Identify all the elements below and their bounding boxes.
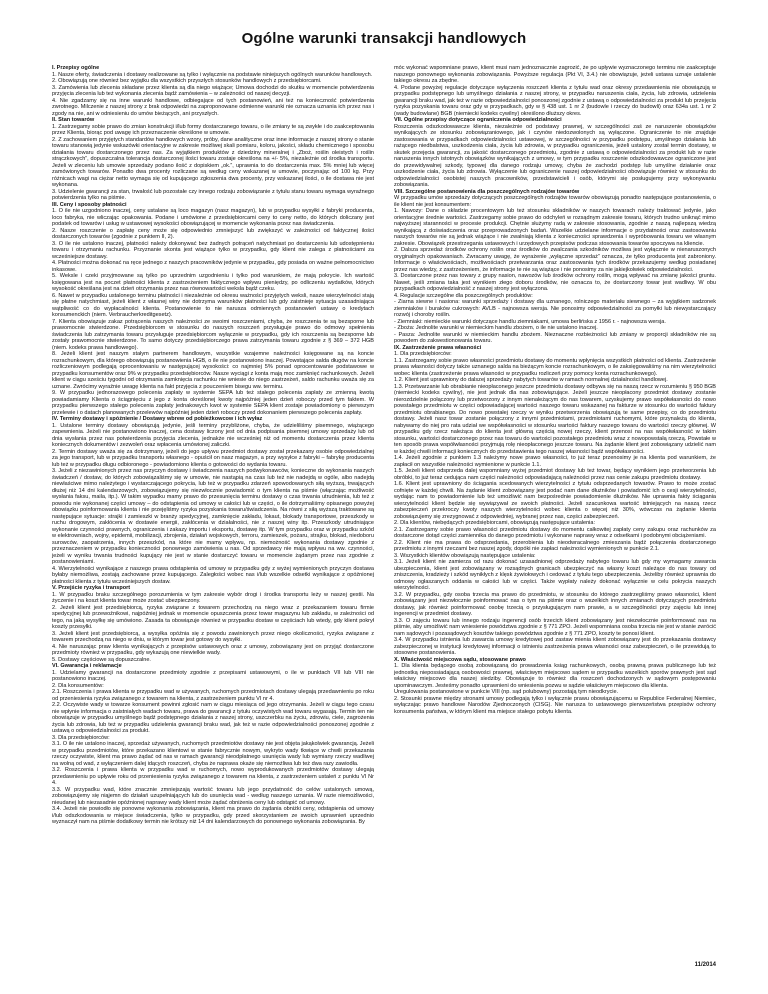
paragraph: 3. Dla przedsiębiorców: xyxy=(52,734,110,741)
section-heading: IV. Terminy dostawy i spóźnienie / Dostawy wbrew od pobieżkowcow i ich wyłaz xyxy=(52,416,263,422)
paragraph: 3. O ile nie ustalono inaczej, płatności należy dokonywać bez żadnych potrąceń natychmiast po dostarczeniu lub udostępnieniu towaru i otrzymaniu rachunku. Przyznanie skonta jest wiążące tylko w przypadku, gdy klient nie zalega z płatnościami za wcześniejsze dostawy. xyxy=(52,240,374,260)
paragraph: 1. Nawozy: Dane o składzie procentowym lub też stosunku składników w naszych towarach należy traktować jedynie, jako orientacyjne średnie wartości. Zastrzegamy sobie prawo do odchyleń w rozsądnym zakresie towaru, których trudno uniknąć mimo najwyższej staranności w procesie produkcji. Chętnie służymy radą w zakresie stosowania, zgodnie z naszą najlepszą wiedzą wynikającą z doświadczenia oraz przeprowadzonych badań. Wszelkie udzielane informacje o przydatności oraz zastosowaniu naszych towarów nie są jednak wiążące i nie zwalniają klienta z konieczności sprawdzenia i wypróbowania towaru we własnym zakresie. Obowiązek przestrzegania ustawowych i urzędowych przepisów podczas stosowania towarów spoczywa na kliencie. xyxy=(394,208,716,247)
section-heading: V. Przejście ryzyka i transport xyxy=(52,585,131,591)
paragraph: 1.4. Jeżeli zgodnie z punktem 1.3 należymy nowe prawo własności, to już teraz przenosimy je na klienta pod warunkiem, że zapłacił on wszystkie należności wymienione w punkcie 1.1. xyxy=(394,455,716,468)
paragraph: 2.1. Roszczenia i prawa klienta w przypadku wad w używanych, ruchomych przedmiotach dostawy ulegają przedawnieniu po roku od przeniesienia ryzyka związanego z towarem na klienta, z zastrzeżeniem punktu VI nr 4. xyxy=(52,689,374,702)
document-title: Ogólne warunki transakcji handlowych xyxy=(241,30,527,47)
paragraph: 3.4. Jeżeli nie powiodło się ponowne wykonania zobowiązania, klient ma prawo do żądania obniżki ceny, odstąpienia od umowy i/lub odszkodowania w miejsce świadczenia, tylko w przypadku, gdy przed skorzystaniem ze swoich uprawnień uprzednio wyznaczył nam na piśmie dodatkowy termin nie krótszy niż 14 dni kalendarzowych do ponownego wykonania zobowiązania. By xyxy=(52,806,374,825)
paragraph: 3. Zamówienia lub zlecenia składane przez klienta są dla niego wiążące; Umowa dochodzi do skutku w momencie potwierdzenia przyjęcia zlecenia lub też wykonania zlecenia bądź zamówienia – w zależności od naszej decyzji. xyxy=(52,84,374,97)
document-date: 11/2014 xyxy=(694,962,716,968)
paragraph: 3.1. O ile nie ustalono inaczej, sprzedaż używanych, ruchomych przedmiotów dostawy nie jest objęta jakąkolwiek gwarancją. Jeżeli w przypadku przedmiotów, które przekazano klientowi w stanie fabrycznie nowym, wykryto wady tkwiące w chwili przekazania rzeczy oczywiste, klient ma prawo żądać od nas w ramach gwarancji nieodpłatnego usunięcia wady lub wymiany rzeczy wadliwej na wolną od wad, z wyłączeniem dalej idących roszczeń, chyba że naprawa okaże się niemożliwa lub też dwa razy zawiodła. xyxy=(52,741,374,767)
paragraph: 1. W przypadku braku szczególnego porozumienia w tym zakresie wybór drogi i środka transportu leży w naszej gestii. Na życzenie i na koszt klienta towar może zostać ubezpieczony. xyxy=(52,591,374,604)
text-columns xyxy=(52,65,716,826)
paragraph: 1.6. Klient jest uprawniony do ściągania scedowanych wierzytelności z tytułu odsprzedanych towarów. Prawo to może zostać cofnięte w każdej chwili. Na żądanie klient zobowiązany jest podać nam dane dłużników i powiadomić ich o cesji wierzytelności, wydając nam to powiadomienie lub też umożliwić nam bezpośrednie powiadomienie dłużników. Nie uprawnia fakty ściągania wierzytelności klient będzie się wywiązywał ze swoich płatności. Jeżeli szacunkowa wartość istniejących na naszą rzecz zabezpieczeń przekroczy kwoty naszych wierzytelności wobec klienta o więcej niż 30%, wówczas na żądanie klienta zobowiązujemy się zrezygnować z odpowiedniej, wybranej przez nas, części zabezpieczeń. xyxy=(394,481,716,520)
paragraph: 2. Stosunki prawne między stronami umowy podlegają tylko i wyłącznie prawu obowiązującemu w Republice Federalnej Niemiec, wyłączając prawo handlowe Narodów Zjednoczonych (CISG). Nie narusza to ustawowego pierwszeństwa przepisów ochrony konsumenta państwa, w którym klient ma miejsce stałego pobytu klienta. xyxy=(394,695,716,715)
paragraph: Roszczenia odszkodowawcze klienta, niezależnie od podstawy prawnej, w szczególności zaś ze naruszenie obowiązków wynikających ze stosunku zobowiązaniowego, jak i czynów niedozwolonych są wyłączone. Ograniczenie to nie znajduje zastosowania w przypadkach odpowiedzialności ustawowej, w szczególności w przypadku podstępu, umyślnego działania lub rażącego niedbalstwa, uszkodzenia ciała, życia lub zdrowia, w przypadku ograniczenia, jeżeli ustalony został termin dostawy, w skutek przejęcia gwarancji, za jakość dostarczonego przedmiotu, zgodnie z ustawą o odpowiedzialności za produkt lub w razie naruszenia innych istotnych obowiązków wynikających z umowy, w tym przypadku roszczenie odszkodowawcze ograniczone jest do przewidywalnej szkody, typowej dla danego rodzaju umowy, chyba że zachodzi podstęp lub umyślne działanie oraz uszkodzenie ciała, życia lub zdrowia. Wyłączenie lub ograniczenie naszej odpowiedzialności obowiązuje również w stosunku do odpowiedzialności osobistej naszych pracowników, przedstawicieli i osób, którymi się posługujemy przy wykonywaniu zobowiązania. xyxy=(394,123,716,188)
paragraph: 4. Nie naruszając praw klienta wynikających z przepisów ustawowych oraz z umowy, zobowiązany jest on przyjąć dostarczone przedmioty również w przypadku, gdy wykazują one niewielkie wady. xyxy=(52,643,374,656)
paragraph: 2. Termin dostawy uważa się za dotrzymany, jeżeli do jego upływu przedmiot dostawy został przekazany osobie odpowiedzialnej za jego transport, lub w przypadku transportu własnego - opuścił on nasz magazyn, a przy wysyłce z fabryki – fabrykę producenta lub też w przypadku długu odbioronego - powiadomiono klienta o gotowości do wydania towaru. xyxy=(52,448,374,468)
section-heading: IX. Zastrzeżenie prawa własności xyxy=(394,344,482,351)
section-heading: X. Właściwość miejscowa sądu, stosowane prawo xyxy=(394,656,526,663)
paragraph: 3.2. W przypadku, gdy osoba trzecia ma prawo do przedmiotu, w stosunku do którego zastrzegliśmy prawo własności, klient zobowiązany jest niezwłocznie poinformować nas o tym na piśmie oraz o wszelkich innych zmianach dotyczących przedmiotu dostawy, jak również poinformować osobę trzecią o przysługującym nam prawie, a w szczególności przy zajęciu lub innej ingerencji w przedmiot dostawy. xyxy=(394,591,716,617)
paragraph: - Ziarna siewne i nasiona: warunki sprzedaży i dostawy dla uznanego, rolniczego materiału siewnego – za wyjątkiem sadzonek ziemniaków i buraków cukrowych: AVLB - najnowsza wersja. Nie ponosimy odpowiedzialności za pomyłki lub niewystarczający rozwój i choroby roślin. xyxy=(394,299,716,318)
paragraph: 2. Dalsza sprzedaż środków ochrony roślin oraz środków do zwalczania szkodników możliwa jest wyłącznie w nienaruszonych oryginalnych opakowaniach. Zwracamy uwagę, że wyrażenie „wyłączne sprzedaż” oznacza, że tylko producenta jest zabroniony. Informacje o właściwościach, możliwościach przetwarzania oraz zastosowania tych środków przekazujemy według posiadanej przez nas wiedzy, z zastrzeżeniem, że informacje te nie są wiążące i nie ponosimy za nie jakiejkolwiek odpowiedzialności. xyxy=(394,247,716,273)
left-column xyxy=(52,65,374,826)
paragraph: 1.3. Przetwarzanie lub obrabianie nieopłaconego jeszcze przedmiotu dostawy odbywa się na naszą rzecz w rozumieniu § 950 BGB (niemiecki kodeks cywilny), nie jest jednak dla nas zobowiązujące. Jeżeli jeszcze nieopłacony przedmiot dostawy zostanie nierozdzielnie połączony lub przetworzony z innym nienależącym do nas towarem, uzyskujemy prawo współwłasności do nowo powstałego przedmiotu w części odpowiadającej wartości naszego towaru wskazanej na fakturze w stosunku do wartości faktury przedmiotu obrabianego. Do nowo powstałej rzeczy w wyniku przetworzenia obowiązują te same przepisy, co do przedmiotu dostawy. Jeżeli nasz towar zostanie połączony z innymi przedmiotami, przedmiotami ruchomymi, które przynależą do klienta, nabywamy do niej pro rata udział we współwłasności w stosunku wartości faktury naszego towaru do wartości rzeczy głównej. W przypadku gdy rzecz należąca do klienta jest główną częścią nowej rzeczy, klient przenosi na nas współwłasność w takim stosunku, wartości dostarczonego przez nas towaru do wartości pozostałego przedmiotu wraz z nowopowstałą rzeczą. Powstałe w ten sposób prawa współwłasności przyjmują rolę nieopłaconego jeszcze towaru. Na żądanie klient jest zobowiązany udzielić nam w każdej chwili informacji koniecznych do przedstawienia tego naszej własności bądź współwłasności. xyxy=(394,383,716,455)
paragraph: 3. Jeżeli klient jest przedsiębiorcą, a wysyłka opóźnia się z powodu zawinionych przez niego okoliczności, ryzyka związane z towarem przechodzą na niego w dniu, w którym towar jest gotowy do wysyłki. xyxy=(52,630,374,643)
paragraph: 2. Nasze roszczenie o zapłatę ceny może się odpowiednio zmniejszyć lub zwiększyć w zależności od faktycznej ilości dostarczonych towarów (zgodnie z punktem II, 2). xyxy=(52,227,374,240)
paragraph: 3. Jeżeli z niezawinionych przez nas przyczyn dostawy i świadczenia naszych podwykonawców, konieczne do wykonania naszych świadczeń / dostaw, do których zobowiązaliśmy się w umowie, nie nastąpią na czas lub też nie nadejdą w ogóle, albo nadejdą niewłaściwe mimo należytego i wystarczającego pokrycia, lub też w przypadku zdarzeń spowodowanych siłą wyższą, trwających dłużej niż 14 dni kalendarzowych, zobowiązujemy się niezwłocznie powiadomić o tym klienta na piśmie (włączając możliwość wysłania faksu, maila, itp.). W takim wypadku mamy prawo do przesunięcia terminu dostawy o czas trwania utrudnienia, lub też z powodu nie wykonanej części umowy – do odstąpienia od umowy w całości lub w części, o ile dotrzymaliśmy opisanego powyżej obowiązku poinformowania klienta i nie przejęliśmy ryzyka pozyskania towaru/świadczenia. Na równi z siłą wyższą traktowane są następujące sytuacje: strajki i zamieszki w branży spedycyjnej, zamknięcie zakładu, lokaut, blokady transportowe, przeszkody w ruchu drogowym, zakłócenia w dostawie energii, zakłócenia w działalności, nie z naszej winy itp. Przeszkody utrudniające wykonanie czynności prawnych, ograniczenia i zakazy importu i eksportu, dostawę itp. W tym przypadku oraz w przypadku szkód w elektrowniach, wojny, epidemii, mobilizacji, zbrojenia, działań wojskowych, terroru, zamieszek, pożaru, strajku, blokad, niedoboru surowców, zaopatrzenia, innych przeszkód, na które nie mamy wpływu, np. niemożność wykonania dostawy zgodnie z przeznaczeniem w przypadku konieczności ponownego zamówienia u nas. Od sprzedawcy nie mają wpływu na ww. czynności, jeżeli w wyniku trwania trudności kupujący nie jest w stanie dostarczyć towaru w momencie żądanym przez nas zgodnie z postanowieniami. xyxy=(52,468,374,565)
paragraph: 3.3. O zajęciu towaru lub innego rodzaju ingerencji osób trzecich klient zobowiązany jest niezwłocznie poinformować nas na piśmie, aby umożliwić nam wniesienie powództwa zgodnie z § 771 ZPO. Jeżeli wspomniana osoba trzecia nie jest w stanie zwrócić nam sądowych i pozasądowych kosztów takiego powództwa zgodnie z § 771 ZPO, koszty te ponosi klient. xyxy=(394,617,716,637)
paragraph: 1. Udzielamy gwarancji na dostarczone przedmioty zgodnie z przepisami ustawowymi, o ile w punktach VII lub VIII nie postanowiono inaczej. xyxy=(52,669,374,682)
paragraph: 1. Nasze oferty, świadczenia i dostawy realizowane są tylko i wyłącznie na podstawie niniejszych ogólnych warunków handlowych. xyxy=(52,71,373,78)
paragraph: 2. Obowiązują one również bez wyjątku dla wszystkich przyszłych stosunków handlowych z przedsiębiorcami. xyxy=(52,78,322,84)
paragraph: 4. Nie zgadzamy się na inne warunki handlowe, odbiegające od tych postanowień, ani też na konieczność potwierdzenia zwrotnego. Milczenie z naszej strony z brak odpowiedzi na zaproponowane odmienne warunki nie oznacza uznania ich przez nas i zgody na nie, ani w odniesieniu do umów bieżących, ani przyszłych. xyxy=(52,97,374,117)
section-heading: I. Przepisy ogólne xyxy=(52,65,100,71)
paragraph: 7. Klienta obowiązuje zakaz potrącenia naszych należności ze swoimi roszczeniami, chyba, że roszczenia te są bezsporne lub prawomocnie stwierdzone. Przedsiębiorcom w stosunku do naszych roszczeń przysługuje prawo do odmowy spełnienia świadczenia lub zatrzymania towaru przysługuje przedsiębiorcom wyłącznie w przypadku, gdy ich roszczenia są bezsporne lub zostały prawomocnie stwierdzone. To samo dotyczy przedsiębiorczego prawa zatrzymania towaru zgodnie z § 369 – 372 HGB (niem. kodeks prawa handlowego). xyxy=(52,318,374,351)
paragraph: 2.1. Zastrzegamy sobie prawo własności przedmiotu dostawy do momentu całkowitej zapłaty ceny zakupu oraz rachunków za dostarczone dotąd części zamiennika do danego przedmiotu i wykonane naprawy wraz z odsetkami i podobnymi obciążeniami. xyxy=(394,526,716,539)
paragraph: 2.2. Oczywiste wady w towarze konsument powinni zgłosić nam w ciągu miesiąca od jego otrzymania. Jeżeli w ciągu tego czasu nie wpłynie informacja o zaistniałych wadach towaru, prawa do gwarancji z tytułu oczywistych wad towaru wygasają. Termin ten nie obowiązuje w przypadku umyślnego bądź podstępnego działania z naszej strony, uszczerbku na życiu, zdrowiu, ciele, zagrożenia życia lub zdrowia, lub też w przypadku udzielenia gwarancji braku wad, jak też w razie odpowiedzialności ponoszonej zgodnie z ustawą o odpowiedzialności za produkt. xyxy=(52,702,374,734)
paragraph: 1. Ustalone terminy dostawy obowiązują jedynie, jeśli terminy przybliżone, chyba, że udzieliliśmy pisemnego, wiążącego zapewnienia. Jeżeli nie postanowiono inaczej, cena dostawy liczony jest od dnia podpisania pisemnej umowy sprzedaży lub od dnia wysłania przez nas potwierdzenia przyjęcia zlecenia, jednakże nie wcześniej niż od momentu dostarczenia przez klienta koniecznych dokumentów i zezwoleń oraz wpłacenia umówionej zaliczki. xyxy=(52,422,374,448)
paragraph: 3.4. W przypadku istnienia lub zawarcia umowy kredytowej pod zastaw mienia klient zobowiązany jest do przekazania dostawcy zabezpieczonej w instytucji kredytowej informacji o istnieniu zastrzeżenia prawa własności oraz zabezpieczeń, o ile przewidują to stosowne postanowienia. xyxy=(394,637,716,656)
paragraph: 1. Dla klienta będącego osobą zobowiązaną do prowadzenia ksiąg rachunkowych, osobą prawną prawa publicznego lub też jednostką niepossiadającą osobowości prawnej, właściwym miejscowo sądem w przypadku wszelkich sporów prawnych jest sąd właściwy miejscowo dla naszej siedziby. Obowiązuje to również dla roszczeń dochodzonych w sądowym postępowaniu upominawczym. Jesteśmy ponadto uprawnieni do wniesienia pozwu w sądzie właściwym miejscowo dla klienta. xyxy=(394,663,716,689)
paragraph: 1. Dla przedsiębiorców: xyxy=(394,351,452,357)
section-heading: VII. Ogólne przepisy dotyczące ograniczenia odpowiedzialności xyxy=(394,117,562,123)
paragraph: 8. Jeżeli klient jest naszym stałym partnerem handlowym, wszystkie wzajemne należności księgowane są na koncie rozrachunkowym, dla którego obowiązują postanowienia HGB, o ile nie postanowiono inaczej. Powstające salda długów na koncie rozliczeniowym podlegają oprocentowaniu w następującej wysokości: co najmniej 5% ponad oprocentowanie podstawowe w przypadku konsumentów oraz 9% w przypadku przedsiębiorców. Nasze wyciągi z konta mają moc zamknięć rachunkowych. Jeżeli klient w ciągu sześciu tygodni od otrzymania zamknięcia rachunku nie wniesie do niego zastrzeżeń, saldo rachunku uważa się za uznane. Zwrócimy wyraźnie uwagę klienta na fakt przyjęcia z pouczeniem bisegu ww. terminu. xyxy=(52,351,374,390)
section-heading: III. Ceny i sposoby płatności xyxy=(52,201,127,208)
paragraph: 3.1. Jeżeli klient nie zamierza od razu dokonać uzasadnionej odprzedaży nabytego towaru lub gdy my wymagamy zawarcia ubezpieczenia, klient jest zobowiązany w rozsądnych granicach ubezpieczyć na własny koszt należące do nas towary od zniszczenia, kradzieży i szkód wynikłych z klęsk żywiołowych i cedować z tytułu tego ubezpieczenia. Jeżeliby również uprawnia do odmowy ogłaszanych oddania w całości lub w części. Także wypłaty należy dokonać wyłącznie w celu pokrycia naszych wierzytelności. xyxy=(394,559,716,591)
paragraph: - Pasza: Jednolite warunki w niemieckim handlu zbożem. Nieznaczne rozbieżności lub zmiany w proporcji składników nie są powodem do zakwestionowania towaru. xyxy=(394,331,716,344)
paragraph: 2. Dla konsumentów: xyxy=(52,682,104,689)
paragraph: 2. Jeżeli klient jest przedsiębiorcą, ryzyka związane z towarem przechodzą na niego wraz z przekazaniem towaru firmie spedycyjnej lub przewoźnikowi, najpóźniej jednak w momencie opuszczenia przez towar magazynu lub zakładu, w zależności od tego, na jaką wysyłkę się umówiono. Zasada ta obowiązuje również w przypadku dostaw w częściach lub wtedy, gdy klient pokrył koszty przesyłki. xyxy=(52,604,374,630)
paragraph: - Ziemniaki: niemieckie warunki dotyczące handlu ziemniakami, umowa berlińska z 1956 r. - najnowsza wersja. xyxy=(394,318,666,325)
paragraph: 3. Wszystkich klientów obowiązują następujące ustalenia: xyxy=(394,552,536,559)
paragraph: 3. Dostarczone przez nas towary z grupy nasion, nawozów lub środków ochrony roślin, mogą wpływać na zmianę jakości gruntu. Nawet, jeśli zmiana taka jest wynikiem złego doboru środków, nie oznacza to, że dostarczony towar jest wadliwy. W obu przypadkach odpowiedzialność z naszej strony jest wyłączona. xyxy=(394,273,716,292)
paragraph: W przypadku umów sprzedaży dotyczących poszczególnych rodzajów towarów obowiązują ponadto następujące postanowienia, o ile klient nie jest konsumentem: xyxy=(394,195,716,208)
section-heading: VIII. Szczególne postanowienia dla poszczególnych rodzajów towarów xyxy=(394,188,580,195)
paragraph: 2.2. Klient nie ma prawa do odsprzedania, przerobienia lub nieodwracalnego zmieszania bądź połączenia dostarczonego przedmiotu z innymi rzeczami bez naszej zgody, dopóki nie zapłaci należności wymienionych w punkcie 2.1. xyxy=(394,539,716,552)
paragraph: 2. Dla klientów, niebędących przedsiębiorcami, obowiązują następujące ustalenia: xyxy=(394,520,596,526)
paragraph: - Zboża: Jednolite warunki w niemieckim handlu zbożem, o ile nie ustalono inaczej. xyxy=(394,325,598,331)
paragraph: 1.5. Jeżeli klient odsprzeda dalej wspomniany wyżej przedmiot dostawy lub też towar, będący wynikiem jego przetworzenia lub obróbki, to już teraz cedująca nam części należności odpowiadającą należności przez nas cenie zakupu przedmiotu dostawy. xyxy=(394,468,716,481)
paragraph: 4. Płatności można dokonać na ręce jednego z naszych pracowników jedynie w przypadku, gdy posiada on ważne pełnomocnictwo inkasowe. xyxy=(52,260,374,273)
paragraph: 1. Zastrzegamy sobie prawo do zmian konstrukcji i/lub formy dostarczanego towaru, o ile zmiany te są zwykłe i do zaakceptowania przez Klienta, biorąc pod uwagę ich przeznaczenie określone w umowie. xyxy=(52,123,374,136)
paragraph: 3. Udzielenie gwarancji za stan, trwałość lub pozostałe czy innego rodzaju zobowiązanie z tytułu stanu towaru wymaga wyraźnego potwierdzenia tylko na piśmie. xyxy=(52,188,374,201)
section-heading: II. Stan towarów xyxy=(52,117,95,123)
paragraph: 5. Dostawy częściowe są dopuszczalne. xyxy=(52,656,151,663)
paragraph: 4. Wierzytelności wynikające z naszego prawa odstąpienia od umowy w przypadku gdy z wyżej wymienionych przyczyn dostawa byłaby niemożliwa, zostają zachowane przez kupującego. Zaległości wobec nas i/lub wszelkie odsetki wynikające z opóźnionej płatności klienta z tytułu wcześniejszych dostaw. xyxy=(52,565,374,585)
section-heading: VI. Gwarancja i reklamacje xyxy=(52,663,122,669)
paragraph: 3.2. Roszczenia i prawa klienta w przypadku wad w ruchomych, nowo wyprodukowanych przedmiotów dostawy ulegają przedawnieniu po upływie roku od przeniesienia ryzyka związanego z towarem na klienta, z zastrzeżeniem ustaleń z punktu VI Nr 4. xyxy=(52,767,374,786)
paragraph: Uregulowania postanowione w punkcie VIII (np. sąd polubowny) pozostają tym nieodkrycie. xyxy=(394,689,619,695)
paragraph: 9. W przypadku jednorazowego polecenia zapłaty w systemie SEPA lub też stałego polecenia zapłaty ze zmienną kwotą powiadamiamy Klienta o ściągnięciu z jego z konta określonej kwoty najpóźniej jeden dzień roboczy przed tym faktem. W przypadku pierwszego stałego polecenia zapłaty jednakowych kwot w systemie SEPA klient zostaje powiadomiony o pierwszym przelewie i o datach planowanych przelewów najpóźniej jeden dzień roboczy przed dokonaniem pierwszego polecenia zapłaty. xyxy=(52,390,374,416)
paragraph: 1.2. Klient jest uprawniony do dalszej sprzedaży nabytych towarów w ramach normalnej działalności handlowej. xyxy=(394,377,668,383)
paragraph: 3.3. W przypadku wad, które znacznie zmniejszają wartość towaru lub jego przydatność do celów ustalonych umową, zobowiązujemy się niąjemn do działań uzupełniających lub do usunięcia wad - według naszego uznania. W razie niemożliwości, nieudanej lub niezasadnie opóźnionej naprawy wady klient może żądać obniżenia ceny lub odstąpić od umowy. xyxy=(52,786,374,806)
paragraph: 1.1. Zastrzegamy sobie prawo własności przedmiotu dostawy do momentu wpłynięcia wszystkich płatności od klienta. Zastrzeżenie prawa własności dotyczy także uznanego salda na bieżącym koncie rozrachunkowym, o ile zaksięgowaliśmy na nim wierzytelności wobec klienta (zastrzeżenie prawa własności w przypadku rozliczeń przy pomocy konta rozrachunkowego). xyxy=(394,357,716,377)
paragraph: 2. Z zachowaniem przyjętych standardów handlowych wzory, próby, dane analityczne oraz inne informacje z naszej strony o stanie towaru stanowią jedynie wskazówki orientacyjne w zakresie możliwej skali pomiaru, koloru, jakości, składu chemicznego i sposobu działania towaru dostarczonego przez nas. Za wyjątkiem produktów z dziedziny mineralnej i „Zboż, roślin oleistych i roślin strączkowych”, dopuszczalna tolerancja dostarczonej ilości towaru zostaje określona na +/- 5%, niezależnie od środka transportu. Jeżeli w zleceniu lub umowie sprzedaży podano ilość z dopiskiem „ok.”, uprawnia to do dostarczenia max. 5% mniej lub więcej zamówionych towarów. Ponadto dwa procenty rozliczane są według ceny wskazanej w umowie, poczynając od 100 kg. Przy różnicach wagi na ciężar netto wymaga się od kupującego zgłoszenia dwa procenty, przy wskazanej ilości, o ile dostawa nie jest wykonana. xyxy=(52,136,374,188)
paragraph: 5. Weksle i czeki przyjmowane są tylko po uprzednim uzgodnieniu i tylko pod warunkiem, że mają pokrycie. Ich wartość księgowana jest na poczet płatności klienta z zastrzeżeniem faktycznego wpływu pieniędzy, po odliczeniu wydatków, których wysokość określana jest na dzień otrzymania przez nas równowartości weksla bądź czeku. xyxy=(52,273,374,292)
paragraph: 1. O ile nie uzgodniono inaczej, ceny ustalane są loco magazyn (nasz magazyn), lub w przypadku wysyłki z fabryki producenta, loco fabryka, nie wliczając opakowania. Podane i umówione z przedsiębiorcami ceny to ceny netto, do których doliczany jest podatek od towarów i usług w ustawowej wysokości obowiązującej w momencie wykonania przez nas świadczenia. xyxy=(52,208,374,227)
paragraph: 4. Podane powyżej regulacje dotyczące wyłączenia roszczeń klienta z tytułu wad oraz okresy przedawnienia nie obowiązują w przypadku podstępnego lub umyślnego działania z naszej strony, w przypadku naruszenia ciała, życia, lub zdrowia, udzielenia gwarancji braku wad, jak też w razie odpowiedzialności ponoszonej zgodnie z ustawą o odpowiedzialności za produkt lub przejęcia ryzyka pozyskania towaru oraz gdy w przypadkach, gdy w § 438 ust. 1 nr 2 (budowle i rzeczy do budowli) oraz 634a ust. 1 nr 2 (wady budowlane) BGB (niemiecki kodeks cywilny) określono dłuższy okres. xyxy=(394,84,716,117)
right-column xyxy=(394,65,716,826)
paragraph: móc wykonać wspomniane prawo, klient musi nam jednoznacznie zagrozić, że po upływie wyznaczonego terminu nie zaakceptuje naszego ponownego wykonania zobowiązania. Powyższe regulacja (Pkt VI, 3.4.) nie obowiązuje, jeżeli ustawa uznaje ustalenie takiego okresu za zbędne. xyxy=(394,65,716,84)
paragraph: 6. Nawet w przypadku ustalonego terminu płatności i niezależnie od okresu ważności przyjętych weksli, nasze wierzytelności stają się płatne natychmiast, jeżeli klient z własnej winy nie dotrzyma warunków płatności lub gdy zaistnieje sytuacja uzasadniająca wątpliwość co do wypłacalności klienta. Postanowienie to nie narusza odmiennych postanowień ustawy o kredytach konsumenckich (niem. Verbraucherkreditgesetz). xyxy=(52,292,374,318)
paragraph: 4. Regulacje szczególne dla poszczególnych produktów: xyxy=(394,292,533,299)
